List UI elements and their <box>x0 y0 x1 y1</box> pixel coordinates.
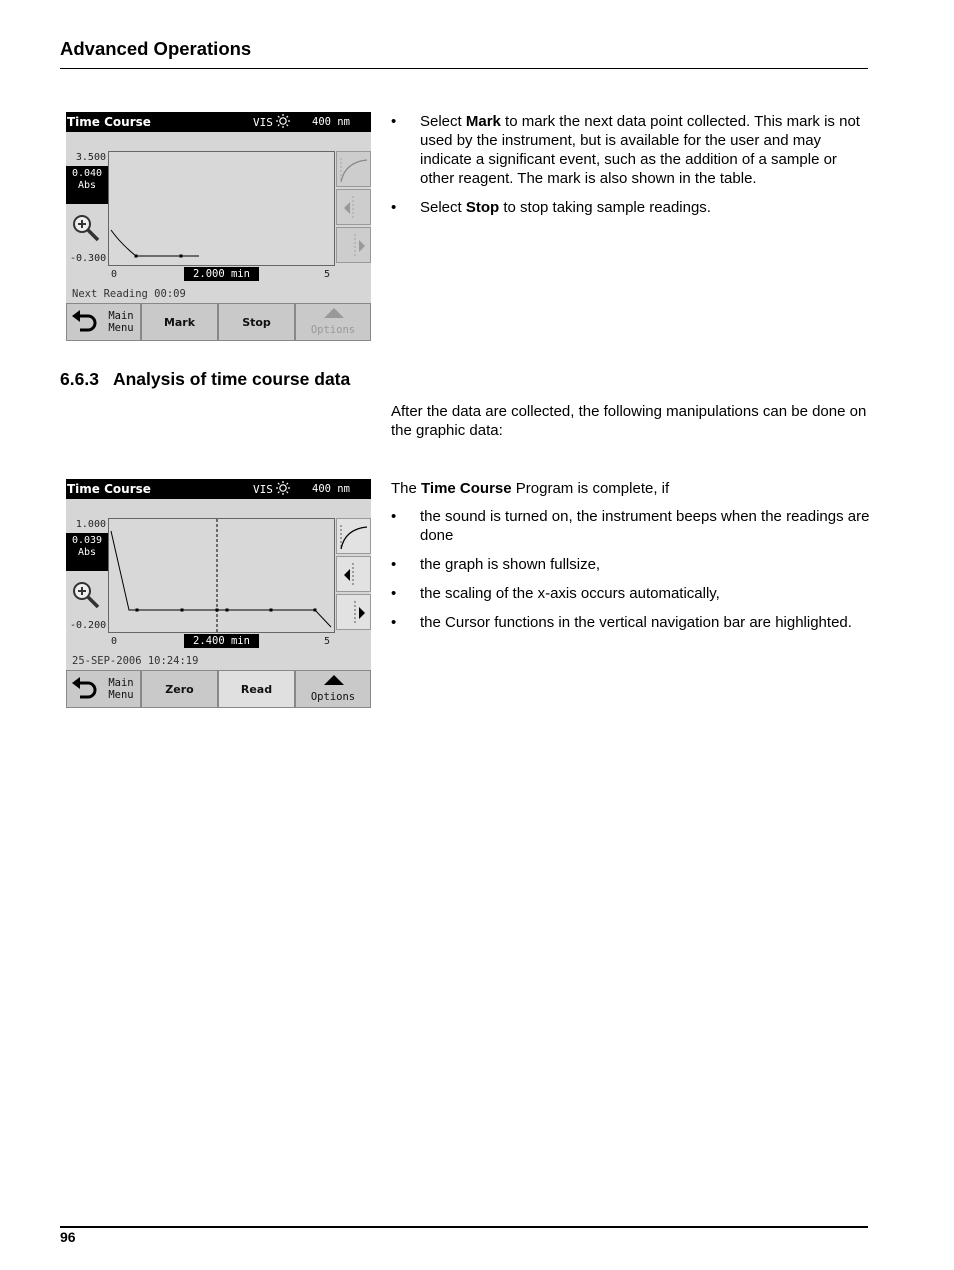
y-axis-min: -0.200 <box>70 620 107 631</box>
reading-value: 0.040 <box>71 168 103 179</box>
x-axis-max: 5 <box>324 636 331 647</box>
graph-area <box>108 151 335 266</box>
cursor-left-button[interactable] <box>336 556 371 592</box>
reading-value: 0.039 <box>71 535 103 546</box>
screen-title: Time Course <box>67 482 151 496</box>
data-point <box>135 255 138 258</box>
page-number: 96 <box>60 1229 76 1245</box>
curve-button[interactable] <box>336 151 371 187</box>
completion-lead: The Time Course Program is complete, if <box>391 480 670 497</box>
wavelength-label: 400 nm <box>312 116 350 128</box>
up-triangle-icon <box>324 308 344 318</box>
cursor-right-button[interactable] <box>336 594 371 630</box>
data-point <box>216 609 219 612</box>
zero-button[interactable]: Zero <box>141 670 218 708</box>
main-menu-button[interactable] <box>66 303 141 341</box>
cursor-time: 2.000 min <box>184 267 259 281</box>
cursor-left-button[interactable] <box>336 189 371 225</box>
screen-time-course-running <box>66 112 371 341</box>
screen-titlebar <box>66 479 371 499</box>
screen-time-course-complete <box>66 479 371 708</box>
data-point <box>314 609 317 612</box>
main-menu-label: Main Menu <box>108 310 134 334</box>
zoom-icon[interactable] <box>70 212 102 247</box>
data-point <box>180 255 183 258</box>
mode-label: VIS <box>253 483 273 496</box>
main-menu-label: Main Menu <box>108 677 134 701</box>
curve-button[interactable] <box>336 518 371 554</box>
list-item: • Select Stop to stop taking sample readings. <box>391 199 711 216</box>
back-arrow-icon <box>70 310 100 336</box>
y-axis-min: -0.300 <box>70 253 107 264</box>
x-axis-min: 0 <box>111 269 118 280</box>
button-bar <box>66 303 371 341</box>
footer-rule <box>60 1226 868 1228</box>
lamp-icon <box>275 480 291 499</box>
lamp-icon <box>275 113 291 132</box>
reading-unit: Abs <box>77 180 97 191</box>
cursor-right-button[interactable] <box>336 227 371 263</box>
list-item: • the scaling of the x-axis occurs automatically, <box>391 585 720 602</box>
zoom-icon[interactable] <box>70 579 102 614</box>
read-button[interactable]: Read <box>218 670 295 708</box>
status-text: Next Reading 00:09 <box>72 288 186 300</box>
reading-unit: Abs <box>77 547 97 558</box>
stop-button[interactable]: Stop <box>218 303 295 341</box>
header-rule <box>60 68 868 69</box>
x-axis-min: 0 <box>111 636 118 647</box>
data-point <box>136 609 139 612</box>
options-button[interactable]: Options <box>295 303 371 341</box>
mark-stop-instructions <box>391 112 871 227</box>
screen-title: Time Course <box>67 115 151 129</box>
status-text: 25-SEP-2006 10:24:19 <box>72 655 199 667</box>
back-arrow-icon <box>70 677 100 703</box>
section-heading: 6.6.3 Analysis of time course data <box>60 369 351 389</box>
reading-display <box>66 166 108 204</box>
graph-area <box>108 518 335 633</box>
analysis-intro: After the data are collected, the following manipulations can be done on the graphic data: <box>391 403 867 439</box>
list-item: • the sound is turned on, the instrument beeps when the readings are done <box>391 508 870 544</box>
wavelength-label: 400 nm <box>312 483 350 495</box>
x-axis-max: 5 <box>324 269 331 280</box>
mark-button[interactable]: Mark <box>141 303 218 341</box>
list-item: • the Cursor functions in the vertical navigation bar are highlighted. <box>391 614 852 631</box>
data-point <box>226 609 229 612</box>
main-menu-button[interactable] <box>66 670 141 708</box>
section-header: Advanced Operations <box>60 38 252 59</box>
options-button[interactable]: Options <box>295 670 371 708</box>
button-bar <box>66 670 371 708</box>
cursor-time: 2.400 min <box>184 634 259 648</box>
reading-display <box>66 533 108 571</box>
list-item: • the graph is shown fullsize, <box>391 556 601 573</box>
completion-conditions <box>391 479 871 642</box>
mode-label: VIS <box>253 116 273 129</box>
data-point <box>181 609 184 612</box>
data-point <box>270 609 273 612</box>
y-axis-max: 3.500 <box>75 152 106 163</box>
y-axis-max: 1.000 <box>75 519 106 530</box>
up-triangle-icon <box>324 675 344 685</box>
screen-titlebar <box>66 112 371 132</box>
list-item: • Select Mark to mark the next data point collected. This mark is not used by the instrument, but is available for the user and may indicate a significant event, such as the addition of a sample or other reagent. The mark is also shown in the table. <box>391 113 860 187</box>
